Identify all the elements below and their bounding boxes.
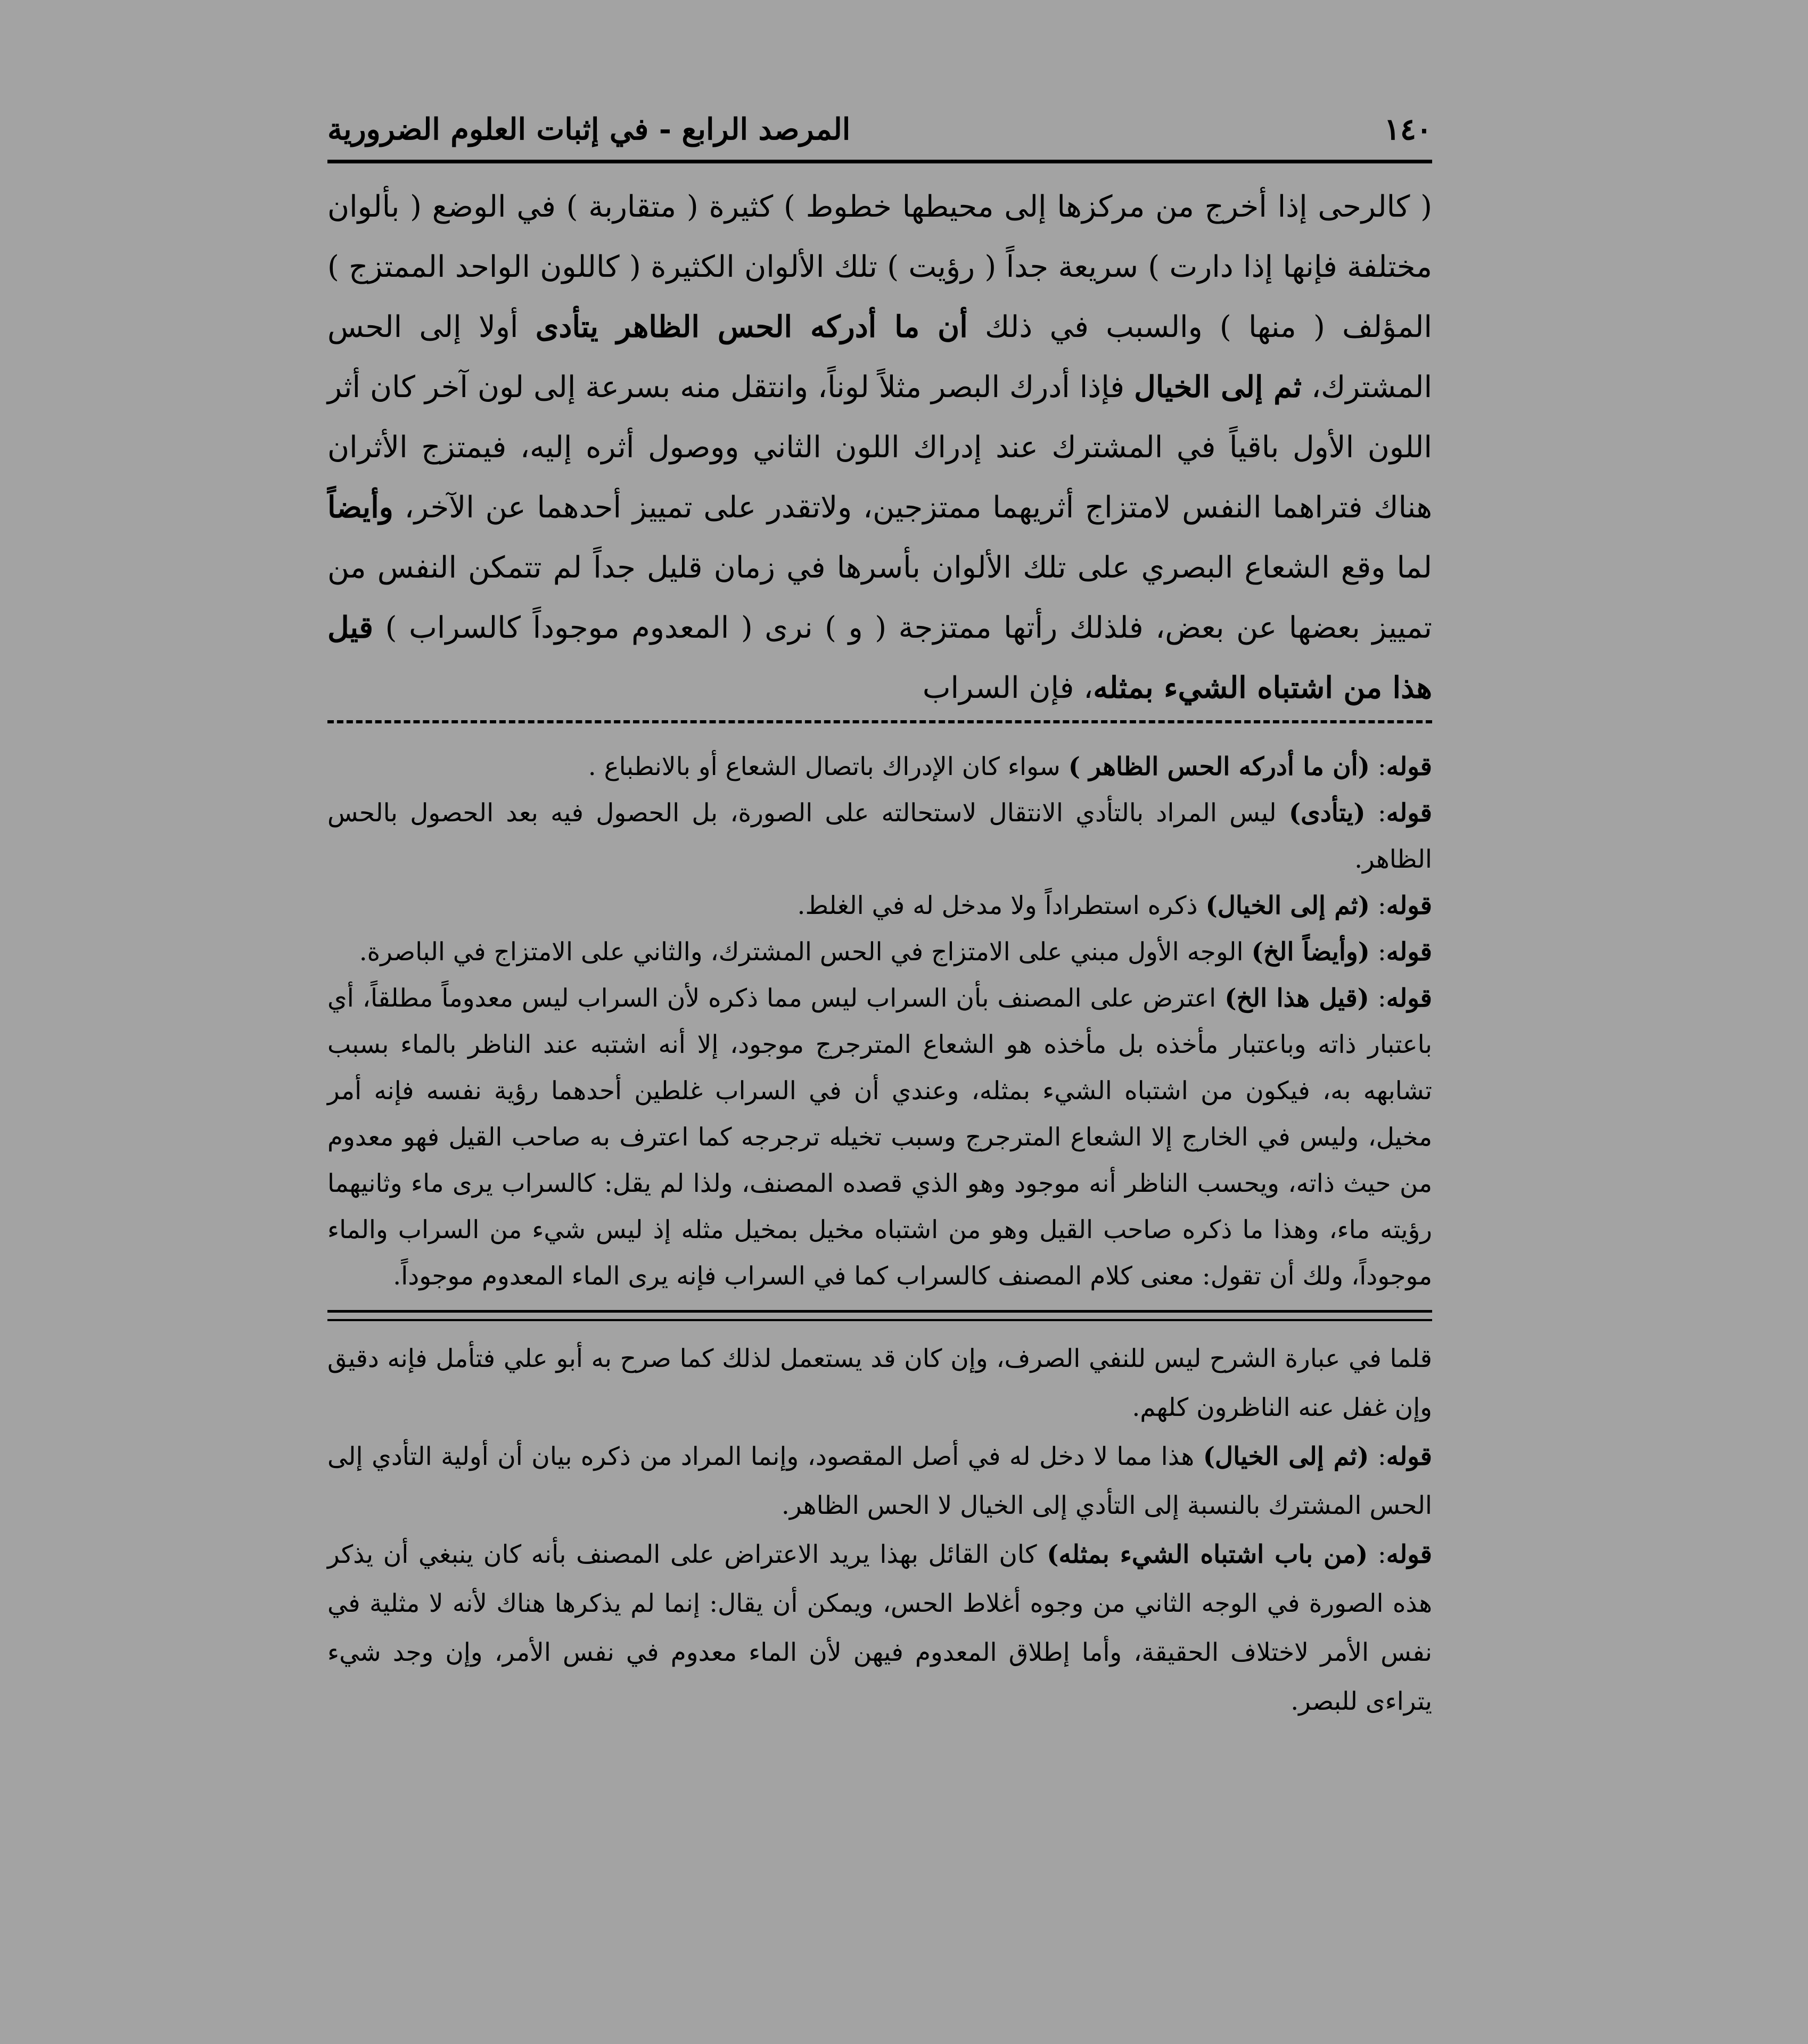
main-text-segment: ، فإن السراب [922,671,1094,705]
note-quote: (يتأدى) [1288,798,1366,828]
page-header [327,101,1432,163]
note-quote: (قيل هذا الخ) [1224,984,1369,1013]
double-line-separator [327,1310,1432,1321]
main-paragraph [327,177,1432,718]
main-text-segment: فإذا أدرك البصر مثلاً لوناً، وانتقل منه بسرعة إلى لون آخر كان أثر اللون الأول باقياً في المشترك عند إدراك اللون الثاني ووصول أثره إليه، فيمتزج الأثران هناك فتراهما النفس لامتزاج أثريهما ممتزجين، ولاتقدر على تمييز أحدهما عن الآخر، [327,370,1432,525]
note-item: قوله: (أن ما أدركه الحس الظاهر ) سواء كان الإدراك باتصال الشعاع أو بالانطباع . [588,752,1432,781]
running-title: المرصد الرابع - في إثبات العلوم الضرورية [327,112,851,147]
note-label: قوله [1386,752,1432,781]
note-quote: (وأيضاً الخ) [1251,937,1370,967]
note-item: قوله: (ثم إلى الخيال) ذكره استطراداً ولا مدخل له في الغلط. [797,891,1432,920]
note-item: قوله: (من باب اشتباه الشيء بمثله) كان القائل بهذا يريد الاعتراض على المصنف بأنه كان ينبغي أن يذكر هذه الصورة في الوجه الثاني من وجوه أغلاط الحس، ويمكن أن يقال: إنما لم يذكرها هناك لأنه لا مثلية في نفس الأمر لاختلاف الحقيقة، وأما إطلاق المعدوم فيهن لأن الماء معدوم في نفس الأمر، وإن وجد شيء يتراءى للبصر. [327,1540,1433,1716]
note-quote: (ثم إلى الخيال) [1205,891,1370,920]
note-text: ليس المراد بالتأدي الانتقال لاستحالته على الصورة، بل الحصول فيه بعد الحصول بالحس الظاهر. [327,798,1432,874]
note-text: الوجه الأول مبني على الامتزاج في الحس المشترك، والثاني على الامتزاج في الباصرة. [359,937,1252,967]
note-label: قوله [1386,798,1432,828]
note-item: قوله: (قيل هذا الخ) اعترض على المصنف بأن السراب ليس مما ذكره لأن السراب ليس معدوماً مطلقاً، أي باعتبار ذاته وباعتبار مأخذه بل مأخذه هو الشعاع المترجرج موجود، إلا أنه اشتبه عند الناظر بالماء بسبب تشابهه به، فيكون من اشتباه الشيء بمثله، وعندي أن في السراب غلطين أحدهما رؤية نفسه فإنه أمر مخيل، وليس في الخارج إلا الشعاع المترجرج وسبب تخيله ترجرجه كما اعترف به صاحب القيل فهو معدوم من حيث ذاته، ويحسب الناظر أنه موجود وهو الذي قصده المصنف، ولذا لم يقل: كالسراب يرى ماء وثانيهما رؤيته ماء، وهذا ما ذكره صاحب القيل وهو من اشتباه مخيل بمخيل مثله إذ ليس شيء من السراب والماء موجوداً، ولك أن تقول: معنى كلام المصنف كالسراب كما في السراب فإنه يرى الماء المعدوم موجوداً. [327,984,1432,1291]
dashed-separator [327,720,1432,723]
note-item: قلما في عبارة الشرح ليس للنفي الصرف، وإن كان قد يستعمل لذلك كما صرح به أبو علي فتأمل فإنه دقيق وإن غفل عنه الناظرون كلهم. [327,1344,1432,1422]
main-text [327,177,1432,718]
main-text-segment: لما وقع الشعاع البصري على تلك الألوان بأسرها في زمان قليل جداً لم تتمكن النفس من تمييز بعضها عن بعض، فلذلك رأتها ممتزجة ( و ) نرى ( المعدوم موجوداً كالسراب ) [327,550,1432,645]
page-number: ١٤٠ [1384,112,1432,147]
note-item: قوله: (يتأدى) ليس المراد بالتأدي الانتقال لاستحالته على الصورة، بل الحصول فيه بعد الحصول بالحس الظاهر. [327,798,1432,874]
note-quote: (من باب اشتباه الشيء بمثله) [1047,1540,1368,1569]
note-text: هذا مما لا دخل له في أصل المقصود، وإنما المراد من ذكره بيان أن أولية التأدي إلى الحس المشترك بالنسبة إلى التأدي إلى الخيال لا الحس الظاهر. [327,1442,1432,1520]
note-text: سواء كان الإدراك باتصال الشعاع أو بالانطباع . [588,752,1069,781]
second-commentary-notes [327,1334,1432,1726]
note-label: قوله [1386,1540,1433,1569]
note-label: قوله [1386,937,1432,967]
main-text-bold: ثم إلى الخيال [1134,369,1302,405]
note-text: ذكره استطراداً ولا مدخل له في الغلط. [797,891,1206,920]
note-label: قوله [1386,984,1432,1013]
note-label: قوله [1386,891,1432,920]
note-label: قوله [1386,1442,1433,1471]
book-page [327,101,1432,1726]
note-item: قوله: (ثم إلى الخيال) هذا مما لا دخل له في أصل المقصود، وإنما المراد من ذكره بيان أن أولية التأدي إلى الحس المشترك بالنسبة إلى التأدي إلى الخيال لا الحس الظاهر. [327,1442,1433,1520]
note-text: كان القائل بهذا يريد الاعتراض على المصنف بأنه كان ينبغي أن يذكر هذه الصورة في الوجه الثاني من وجوه أغلاط الحس، ويمكن أن يقال: إنما لم يذكرها هناك لأنه لا مثلية في نفس الأمر لاختلاف الحقيقة، وأما إطلاق المعدوم فيهن لأن الماء معدوم في نفس الأمر، وإن وجد شيء يتراءى للبصر. [327,1540,1432,1716]
main-text-bold: قيل هذا من اشتباه الشيء بمثله [327,610,1432,705]
note-text: اعترض على المصنف بأن السراب ليس مما ذكره لأن السراب ليس معدوماً مطلقاً، أي باعتبار ذاته وباعتبار مأخذه بل مأخذه هو الشعاع المترجرج موجود، إلا أنه اشتبه عند الناظر بالماء بسبب تشابهه به، فيكون من اشتباه الشيء بمثله، وعندي أن في السراب غلطين أحدهما رؤية نفسه فإنه أمر مخيل، وليس في الخارج إلا الشعاع المترجرج وسبب تخيله ترجرجه كما اعترف به صاحب القيل فهو معدوم من حيث ذاته، ويحسب الناظر أنه موجود وهو الذي قصده المصنف، ولذا لم يقل: كالسراب يرى ماء وثانيهما رؤيته ماء، وهذا ما ذكره صاحب القيل وهو من اشتباه مخيل بمخيل مثله إذ ليس شيء من السراب والماء موجوداً، ولك أن تقول: معنى كلام المصنف كالسراب كما في السراب فإنه يرى الماء المعدوم موجوداً. [327,984,1432,1291]
main-text-segment: ( كالرحى إذا أخرج من مركزها إلى محيطها خطوط ) كثيرة ( متقاربة ) في الوضع ( بألوان مختلفة فإنها إذا دارت ) سريعة جداً ( رؤيت ) تلك الألوان الكثيرة ( كاللون الواحد الممتزج ) المؤلف ( منها ) والسبب في ذلك [327,189,1432,344]
note-quote: (أن ما أدركه الحس الظاهر ) [1068,752,1370,781]
note-item: قوله: (وأيضاً الخ) الوجه الأول مبني على الامتزاج في الحس المشترك، والثاني على الامتزاج في الباصرة. [359,937,1432,967]
main-text-bold: وأيضاً [327,490,393,525]
main-text-segment: أولا إلى الحس المشترك، [327,310,1433,405]
note-quote: (ثم إلى الخيال) [1203,1442,1369,1471]
main-text-bold: أن ما أدركه الحس الظاهر يتأدى [535,309,968,344]
commentary-notes [327,744,1432,1299]
